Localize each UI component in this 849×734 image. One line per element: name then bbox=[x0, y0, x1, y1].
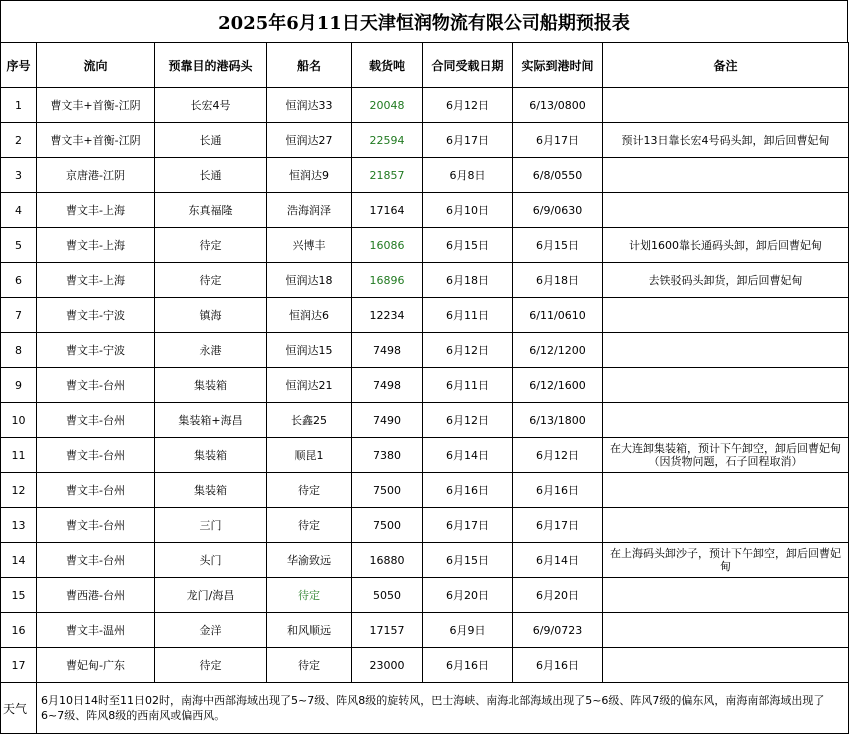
tonnage-cell: 7490 bbox=[352, 403, 423, 438]
arrival-time-cell: 6/13/1800 bbox=[513, 403, 603, 438]
weather-text: 6月10日14时至11日02时，南海中西部海域出现了5~7级、阵风8级的旋转风，巴士海峡、南海北部海域出现了5~6级、阵风7级的偏东风，南海南部海域出现了6~7级、阵风8级的西南风或偏西风。 bbox=[37, 683, 849, 734]
contract-date-cell: 6月12日 bbox=[423, 333, 513, 368]
note-cell bbox=[603, 333, 849, 368]
note-cell bbox=[603, 403, 849, 438]
table-row bbox=[1, 228, 849, 263]
arrival-time-cell: 6月17日 bbox=[513, 123, 603, 158]
table-row bbox=[1, 508, 849, 543]
tonnage-cell: 16086 bbox=[352, 228, 423, 263]
table-row bbox=[1, 368, 849, 403]
header-note: 备注 bbox=[603, 43, 849, 88]
route-cell: 曹文丰-上海 bbox=[37, 193, 155, 228]
row-number-cell: 3 bbox=[1, 158, 37, 193]
ship-name-cell: 长鑫25 bbox=[267, 403, 352, 438]
contract-date-cell: 6月9日 bbox=[423, 613, 513, 648]
ship-name-cell: 恒润达27 bbox=[267, 123, 352, 158]
arrival-time-cell: 6/13/0800 bbox=[513, 88, 603, 123]
port-cell: 待定 bbox=[155, 228, 267, 263]
ship-name-cell: 待定 bbox=[267, 473, 352, 508]
port-cell: 集装箱 bbox=[155, 473, 267, 508]
arrival-time-cell: 6月12日 bbox=[513, 438, 603, 473]
contract-date-cell: 6月16日 bbox=[423, 648, 513, 683]
table-row bbox=[1, 263, 849, 298]
tonnage-cell: 23000 bbox=[352, 648, 423, 683]
row-number-cell: 11 bbox=[1, 438, 37, 473]
row-number-cell: 13 bbox=[1, 508, 37, 543]
header-arrival-time: 实际到港时间 bbox=[513, 43, 603, 88]
route-cell: 曹妃甸-广东 bbox=[37, 648, 155, 683]
note-cell bbox=[603, 88, 849, 123]
contract-date-cell: 6月8日 bbox=[423, 158, 513, 193]
arrival-time-cell: 6月18日 bbox=[513, 263, 603, 298]
header-row bbox=[1, 43, 849, 88]
row-number-cell: 6 bbox=[1, 263, 37, 298]
header-ship: 船名 bbox=[267, 43, 352, 88]
table-row bbox=[1, 158, 849, 193]
route-cell: 曹文丰-台州 bbox=[37, 403, 155, 438]
weather-row bbox=[1, 683, 849, 734]
note-cell: 在上海码头卸沙子，预计下午卸空，卸后回曹妃甸 bbox=[603, 543, 849, 578]
row-number-cell: 10 bbox=[1, 403, 37, 438]
header-port: 预靠目的港码头 bbox=[155, 43, 267, 88]
ship-name-cell: 浩海润泽 bbox=[267, 193, 352, 228]
arrival-time-cell: 6/8/0550 bbox=[513, 158, 603, 193]
tonnage-cell: 17164 bbox=[352, 193, 423, 228]
contract-date-cell: 6月16日 bbox=[423, 473, 513, 508]
route-cell: 曹文丰-温州 bbox=[37, 613, 155, 648]
header-tons: 载货吨 bbox=[352, 43, 423, 88]
route-cell: 曹文丰-宁波 bbox=[37, 333, 155, 368]
port-cell: 龙门/海昌 bbox=[155, 578, 267, 613]
table-row bbox=[1, 438, 849, 473]
route-cell: 曹文丰-台州 bbox=[37, 473, 155, 508]
row-number-cell: 5 bbox=[1, 228, 37, 263]
ship-name-cell: 待定 bbox=[267, 508, 352, 543]
route-cell: 京唐港-江阴 bbox=[37, 158, 155, 193]
port-cell: 永港 bbox=[155, 333, 267, 368]
tonnage-cell: 16896 bbox=[352, 263, 423, 298]
row-number-cell: 8 bbox=[1, 333, 37, 368]
note-cell bbox=[603, 648, 849, 683]
table-row bbox=[1, 648, 849, 683]
port-cell: 长通 bbox=[155, 158, 267, 193]
row-number-cell: 14 bbox=[1, 543, 37, 578]
route-cell: 曹西港-台州 bbox=[37, 578, 155, 613]
row-number-cell: 7 bbox=[1, 298, 37, 333]
arrival-time-cell: 6/11/0610 bbox=[513, 298, 603, 333]
note-cell: 预计13日靠长宏4号码头卸，卸后回曹妃甸 bbox=[603, 123, 849, 158]
row-number-cell: 1 bbox=[1, 88, 37, 123]
tonnage-cell: 12234 bbox=[352, 298, 423, 333]
ship-name-cell: 恒润达9 bbox=[267, 158, 352, 193]
note-cell: 去铁驳码头卸货，卸后回曹妃甸 bbox=[603, 263, 849, 298]
contract-date-cell: 6月11日 bbox=[423, 298, 513, 333]
route-cell: 曹文丰+首衡-江阴 bbox=[37, 88, 155, 123]
schedule-rows bbox=[1, 88, 849, 683]
row-number-cell: 12 bbox=[1, 473, 37, 508]
table-row bbox=[1, 298, 849, 333]
contract-date-cell: 6月14日 bbox=[423, 438, 513, 473]
ship-name-cell: 待定 bbox=[267, 648, 352, 683]
table-row bbox=[1, 578, 849, 613]
note-cell bbox=[603, 368, 849, 403]
route-cell: 曹文丰-台州 bbox=[37, 368, 155, 403]
note-cell: 在大连卸集装箱，预计下午卸空，卸后回曹妃甸（因货物问题，石子回程取消） bbox=[603, 438, 849, 473]
ship-name-cell: 恒润达21 bbox=[267, 368, 352, 403]
contract-date-cell: 6月17日 bbox=[423, 508, 513, 543]
port-cell: 东真福隆 bbox=[155, 193, 267, 228]
port-cell: 头门 bbox=[155, 543, 267, 578]
ship-name-cell: 待定 bbox=[267, 578, 352, 613]
arrival-time-cell: 6月20日 bbox=[513, 578, 603, 613]
port-cell: 三门 bbox=[155, 508, 267, 543]
arrival-time-cell: 6/9/0723 bbox=[513, 613, 603, 648]
ship-name-cell: 恒润达33 bbox=[267, 88, 352, 123]
contract-date-cell: 6月17日 bbox=[423, 123, 513, 158]
note-cell bbox=[603, 298, 849, 333]
contract-date-cell: 6月15日 bbox=[423, 543, 513, 578]
port-cell: 集装箱 bbox=[155, 438, 267, 473]
table-row bbox=[1, 543, 849, 578]
header-route: 流向 bbox=[37, 43, 155, 88]
route-cell: 曹文丰-台州 bbox=[37, 543, 155, 578]
ship-name-cell: 恒润达6 bbox=[267, 298, 352, 333]
contract-date-cell: 6月10日 bbox=[423, 193, 513, 228]
ship-name-cell: 恒润达15 bbox=[267, 333, 352, 368]
tonnage-cell: 22594 bbox=[352, 123, 423, 158]
table-row bbox=[1, 403, 849, 438]
arrival-time-cell: 6/9/0630 bbox=[513, 193, 603, 228]
table-row bbox=[1, 613, 849, 648]
route-cell: 曹文丰-台州 bbox=[37, 438, 155, 473]
contract-date-cell: 6月18日 bbox=[423, 263, 513, 298]
tonnage-cell: 21857 bbox=[352, 158, 423, 193]
route-cell: 曹文丰+首衡-江阴 bbox=[37, 123, 155, 158]
contract-date-cell: 6月11日 bbox=[423, 368, 513, 403]
port-cell: 集装箱 bbox=[155, 368, 267, 403]
tonnage-cell: 7500 bbox=[352, 508, 423, 543]
header-contract-date: 合同受载日期 bbox=[423, 43, 513, 88]
ship-name-cell: 兴博丰 bbox=[267, 228, 352, 263]
tonnage-cell: 7498 bbox=[352, 333, 423, 368]
port-cell: 待定 bbox=[155, 648, 267, 683]
tonnage-cell: 7380 bbox=[352, 438, 423, 473]
tonnage-cell: 7500 bbox=[352, 473, 423, 508]
row-number-cell: 15 bbox=[1, 578, 37, 613]
weather-label: 天气 bbox=[1, 683, 37, 734]
contract-date-cell: 6月12日 bbox=[423, 88, 513, 123]
note-cell bbox=[603, 193, 849, 228]
sheet-title: 2025年6月11日天津恒润物流有限公司船期预报表 bbox=[0, 0, 848, 43]
note-cell: 计划1600靠长通码头卸，卸后回曹妃甸 bbox=[603, 228, 849, 263]
row-number-cell: 16 bbox=[1, 613, 37, 648]
ship-name-cell: 和风顺远 bbox=[267, 613, 352, 648]
note-cell bbox=[603, 158, 849, 193]
table-row bbox=[1, 193, 849, 228]
port-cell: 金洋 bbox=[155, 613, 267, 648]
tonnage-cell: 16880 bbox=[352, 543, 423, 578]
port-cell: 镇海 bbox=[155, 298, 267, 333]
arrival-time-cell: 6月14日 bbox=[513, 543, 603, 578]
port-cell: 待定 bbox=[155, 263, 267, 298]
contract-date-cell: 6月20日 bbox=[423, 578, 513, 613]
table-row bbox=[1, 88, 849, 123]
tonnage-cell: 7498 bbox=[352, 368, 423, 403]
ship-name-cell: 顺昆1 bbox=[267, 438, 352, 473]
note-cell bbox=[603, 508, 849, 543]
contract-date-cell: 6月12日 bbox=[423, 403, 513, 438]
note-cell bbox=[603, 473, 849, 508]
ship-name-cell: 华渝致远 bbox=[267, 543, 352, 578]
note-cell bbox=[603, 613, 849, 648]
arrival-time-cell: 6月16日 bbox=[513, 648, 603, 683]
schedule-table bbox=[0, 42, 849, 734]
row-number-cell: 17 bbox=[1, 648, 37, 683]
route-cell: 曹文丰-宁波 bbox=[37, 298, 155, 333]
row-number-cell: 9 bbox=[1, 368, 37, 403]
port-cell: 长宏4号 bbox=[155, 88, 267, 123]
arrival-time-cell: 6月16日 bbox=[513, 473, 603, 508]
tonnage-cell: 17157 bbox=[352, 613, 423, 648]
table-row bbox=[1, 333, 849, 368]
route-cell: 曹文丰-上海 bbox=[37, 228, 155, 263]
arrival-time-cell: 6月15日 bbox=[513, 228, 603, 263]
row-number-cell: 4 bbox=[1, 193, 37, 228]
route-cell: 曹文丰-上海 bbox=[37, 263, 155, 298]
table-row bbox=[1, 123, 849, 158]
arrival-time-cell: 6/12/1200 bbox=[513, 333, 603, 368]
header-no: 序号 bbox=[1, 43, 37, 88]
arrival-time-cell: 6/12/1600 bbox=[513, 368, 603, 403]
table-row bbox=[1, 473, 849, 508]
arrival-time-cell: 6月17日 bbox=[513, 508, 603, 543]
route-cell: 曹文丰-台州 bbox=[37, 508, 155, 543]
contract-date-cell: 6月15日 bbox=[423, 228, 513, 263]
port-cell: 集装箱+海昌 bbox=[155, 403, 267, 438]
ship-name-cell: 恒润达18 bbox=[267, 263, 352, 298]
tonnage-cell: 20048 bbox=[352, 88, 423, 123]
port-cell: 长通 bbox=[155, 123, 267, 158]
note-cell bbox=[603, 578, 849, 613]
row-number-cell: 2 bbox=[1, 123, 37, 158]
tonnage-cell: 5050 bbox=[352, 578, 423, 613]
